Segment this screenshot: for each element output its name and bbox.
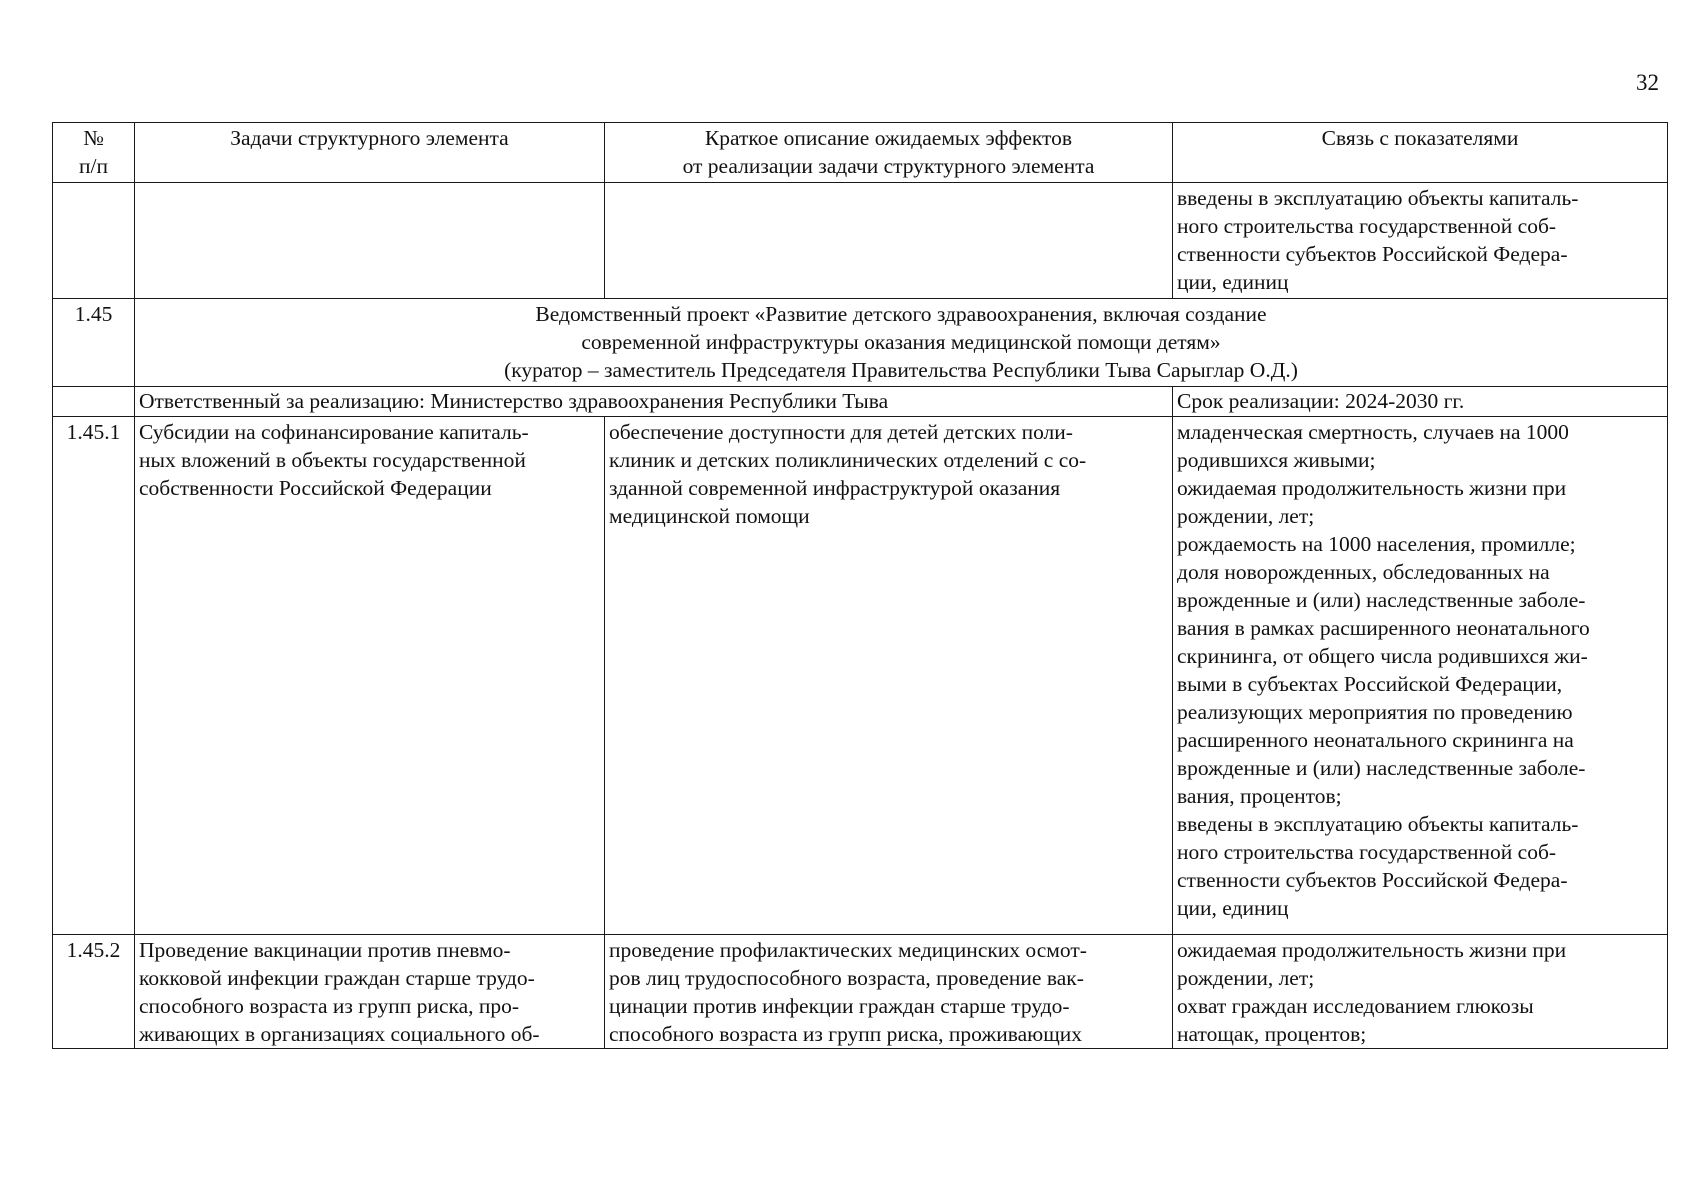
cell-task	[135, 183, 605, 299]
cell-task	[135, 417, 605, 935]
page-number: 32	[1636, 70, 1659, 95]
period-cell	[1173, 387, 1668, 417]
header-effects	[605, 123, 1173, 183]
indicator-line: ожидаемая продолжительность жизни при	[1177, 938, 1567, 962]
indicator-line: рождении, лет;	[1177, 504, 1315, 528]
effect-line: проведение профилактических медицинских осмот-	[609, 938, 1087, 962]
effect-line: зданной современной инфраструктурой оказания	[609, 476, 1061, 500]
cell-indicators	[1173, 183, 1668, 299]
effect-line: медицинской помощи	[609, 504, 810, 528]
table-row-continuation	[53, 183, 1668, 299]
task-line: живающих в организациях социального об-	[139, 1022, 540, 1046]
cell-num: 1.45.1	[53, 417, 135, 935]
header-tasks	[135, 123, 605, 183]
cell-effect	[605, 417, 1173, 935]
header-effects-line: Краткое описание ожидаемых эффектов	[704, 126, 1073, 150]
indicator-line: вания, процентов;	[1177, 784, 1342, 808]
indicator-line: родившихся живыми;	[1177, 448, 1376, 472]
effect-line: обеспечение доступности для детей детских поли-	[609, 420, 1073, 444]
cell-task	[135, 935, 605, 1049]
header-indicators-line: Связь с показателями	[1321, 126, 1519, 150]
cell-num	[53, 387, 135, 417]
indicator-line: ного строительства государственной соб-	[1177, 214, 1557, 238]
indicator-line: вания в рамках расширенного неонатального	[1177, 616, 1590, 640]
table-row	[53, 417, 1668, 935]
responsible-cell	[135, 387, 1173, 417]
cell-num: 1.45	[53, 299, 135, 387]
header-effects-line: от реализации задачи структурного элемента	[682, 154, 1095, 178]
cell-num: 1.45.2	[53, 935, 135, 1049]
cell-indicators	[1173, 417, 1668, 935]
cell-effect	[605, 935, 1173, 1049]
indicator-line: ции, единиц	[1177, 270, 1289, 294]
header-indicators	[1173, 123, 1668, 183]
task-line: ных вложений в объекты государственной	[139, 448, 526, 472]
project-title	[135, 299, 1668, 387]
indicator-line: охват граждан исследованием глюкозы	[1177, 994, 1534, 1018]
indicator-line: реализующих мероприятия по проведению	[1177, 700, 1573, 724]
indicator-line: расширенного неонатального скрининга на	[1177, 728, 1574, 752]
header-num-line: п/п	[79, 154, 108, 178]
header-num	[53, 123, 135, 183]
cell-num	[53, 183, 135, 299]
indicator-line: рождаемость на 1000 населения, промилле;	[1177, 532, 1576, 556]
project-title-line: современной инфраструктуры оказания медицинской помощи детям»	[581, 330, 1221, 354]
task-line: собственности Российской Федерации	[139, 476, 492, 500]
indicator-line: младенческая смертность, случаев на 1000	[1177, 420, 1569, 444]
indicator-line: натощак, процентов;	[1177, 1022, 1367, 1046]
cell-indicators	[1173, 935, 1668, 1049]
header-num-line: №	[83, 126, 104, 150]
indicator-line: выми в субъектах Российской Федерации,	[1177, 672, 1563, 696]
effect-line: цинации против инфекции граждан старше трудо-	[609, 994, 1070, 1018]
indicator-line: рождении, лет;	[1177, 966, 1315, 990]
indicator-line: доля новорожденных, обследованных на	[1177, 560, 1550, 584]
table-row-project	[53, 299, 1668, 387]
table-row-responsible	[53, 387, 1668, 417]
structural-element-table	[52, 122, 1668, 1049]
responsible-text: Ответственный за реализацию: Министерство здравоохранения Республики Тыва	[139, 389, 889, 413]
effect-line: способного возраста из групп риска, проживающих	[609, 1022, 1083, 1046]
table-row	[53, 935, 1668, 1049]
effect-line: ров лиц трудоспособного возраста, проведение вак-	[609, 966, 1084, 990]
indicator-line: ожидаемая продолжительность жизни при	[1177, 476, 1567, 500]
indicator-line: ственности субъектов Российской Федера-	[1177, 242, 1568, 266]
indicator-line: скрининга, от общего числа родившихся жи-	[1177, 644, 1588, 668]
task-line: кокковой инфекции граждан старше трудо-	[139, 966, 535, 990]
indicator-line: ного строительства государственной соб-	[1177, 840, 1557, 864]
project-title-line: Ведомственный проект «Развитие детского здравоохранения, включая создание	[535, 302, 1267, 326]
indicator-line: введены в эксплуатацию объекты капиталь-	[1177, 812, 1579, 836]
task-line: Субсидии на софинансирование капиталь-	[139, 420, 529, 444]
cell-effect	[605, 183, 1173, 299]
task-line: Проведение вакцинации против пневмо-	[139, 938, 511, 962]
effect-line: клиник и детских поликлинических отделений с со-	[609, 448, 1087, 472]
period-text: Срок реализации: 2024-2030 гг.	[1177, 389, 1465, 413]
indicator-line: врожденные и (или) наследственные заболе-	[1177, 756, 1586, 780]
indicator-line: ции, единиц	[1177, 896, 1289, 920]
indicator-line: введены в эксплуатацию объекты капиталь-	[1177, 186, 1579, 210]
indicator-line: ственности субъектов Российской Федера-	[1177, 868, 1568, 892]
table-header-row	[53, 123, 1668, 183]
header-tasks-line: Задачи структурного элемента	[230, 126, 509, 150]
task-line: способного возраста из групп риска, про-	[139, 994, 520, 1018]
indicator-line: врожденные и (или) наследственные заболе-	[1177, 588, 1586, 612]
project-title-line: (куратор – заместитель Председателя Правительства Республики Тыва Сарыглар О.Д.)	[504, 358, 1298, 382]
